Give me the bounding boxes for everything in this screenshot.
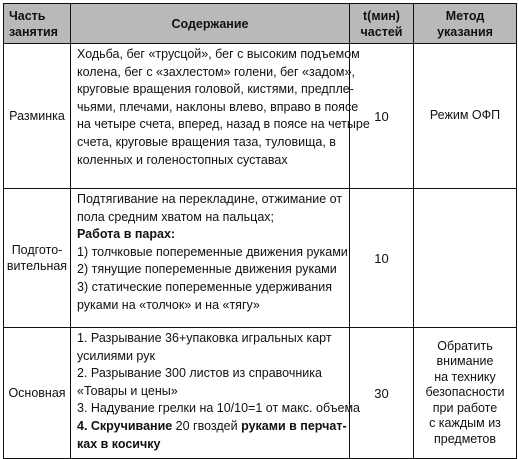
content-line: «Товары и цены» [77,383,178,398]
content-line: усилиями рук [77,348,155,363]
header-part-line: занятия [9,24,58,39]
method-line: предметов [434,431,496,446]
content-line: Подтягивание на перекладине, отжимание от [77,192,343,206]
part-cell [4,44,71,189]
table-row [4,44,517,189]
header-part-line: Часть [9,8,46,23]
part-label: Основная [8,386,66,400]
table-row [4,189,517,328]
time-cell: 10 [350,44,414,189]
method-line: при работе [432,400,498,415]
part-label: вительная [6,259,68,273]
header-time [350,4,414,44]
method-line: внимание [436,354,494,369]
header-part [4,4,71,44]
method-line: Режим ОФП [429,108,501,123]
content-line: счета, круговые вращения таза, туловища, в [77,134,336,149]
content-line: 2. Разрывание 300 листов из справочника [77,366,322,381]
part-cell [4,328,71,459]
part-label: Разминка [9,109,65,123]
content-line: круговые вращения головой, кистями, предпле- [77,82,354,97]
content-line: 2) тянущие попеременные движения руками [77,262,337,277]
content-line-mixed: 4. Скручивание 20 гвоздей руками в перчат- [77,418,347,433]
content-line-bold: ках в косичку [77,436,161,451]
content-line: 3) статические попеременные удерживания [77,279,332,294]
time-cell: 30 [350,328,414,459]
part-label: Подгото- [11,243,63,257]
content-line: 3. Надувание грелки на 10/10=1 от макс. объема [77,401,361,416]
content-line-bold: Работа в парах: [77,227,176,242]
content-line: Ходьба, бег «трусцой», бег с высоким подъемом [77,47,360,61]
method-cell [414,189,517,328]
content-cell [71,189,350,328]
header-method [414,4,517,44]
table-row [4,328,517,459]
content-line: коленных и голеностопных суставах [77,152,288,167]
lesson-plan-table [3,3,517,459]
content-line: чьями, плечами, наклоны влево, вправо в поясе [77,99,359,114]
part-cell [4,189,71,328]
content-line: колена, бег с «захлестом» голени, бег «задом», [77,64,355,79]
table-header-row [4,4,517,44]
header-method-line: указания [437,24,493,39]
header-method-line: Метод [445,8,485,23]
content-cell [71,328,361,459]
method-cell [414,44,517,189]
header-time-line: t(мин) [363,8,400,23]
content-cell [71,44,370,189]
time-cell: 10 [350,189,414,328]
header-content: Содержание [71,4,350,44]
content-line: пола средним хватом на пальцах; [77,209,275,224]
content-line: руками на «толчок» и на «тягу» [77,297,260,312]
content-line: 1. Разрывание 36+упаковка игральных карт [77,331,332,345]
header-time-line: частей [360,24,403,39]
method-cell [414,328,517,459]
method-line: Обратить [437,339,493,354]
method-line: на технику [434,369,496,384]
method-line: безопасности [425,385,505,400]
method-line: с каждым из [429,416,501,431]
content-line: 1) толчковые попеременные движения руками [77,244,348,259]
content-line: на четыре счета, вперед, назад в поясе на четыре [77,117,370,132]
